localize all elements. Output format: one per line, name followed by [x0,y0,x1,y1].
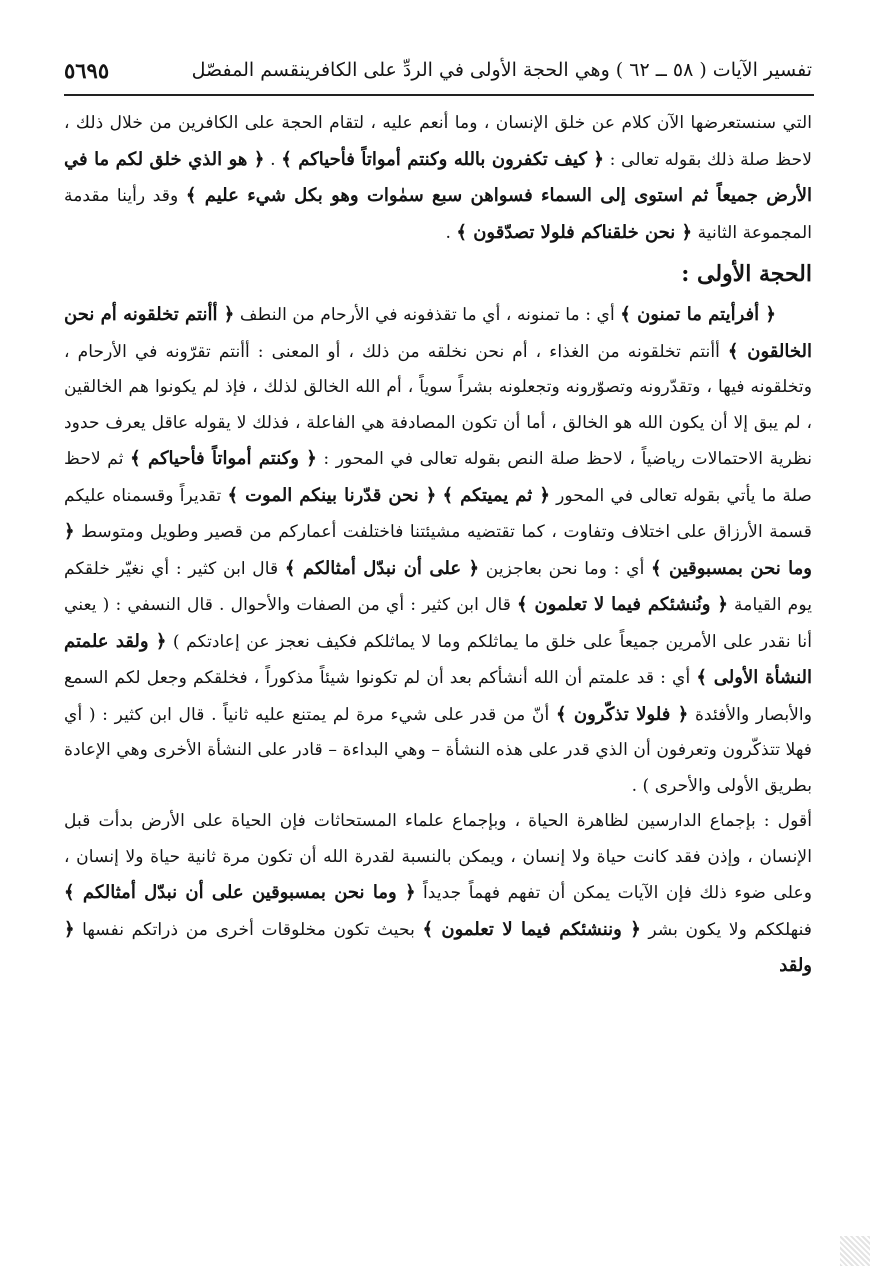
quran-verse: ﴿ فلولا تذكّرون ﴾ [555,703,689,725]
commentary-text: ثم لاحظ صلة ما يأتي بقوله تعالى في المحور [64,449,812,506]
commentary-text: التي سنستعرضها الآن كلام عن خلق الإنسان ، وما أنعم عليه ، لتقام الحجة على الكافرين من خلال ذلك ، لاحظ صلة ذلك بقوله تعالى : [64,113,812,170]
running-title: تفسير الآيات ( ٥٨ ــ ٦٢ ) وهي الحجة الأولى في الردِّ على الكافرينقسم المفصّل [191,59,812,81]
commentary-text: . [445,222,457,243]
commentary-text: قال ابن كثير : أي من الصفات والأحوال . قال النسفي : ( يعني أنا نقدر على الأمرين جميعاً على خلق ما يماثلكم وما لا يماثلكم فكيف نعجز عن إعادتكم ) [64,595,812,652]
paragraph-first-argument [64,297,812,804]
quran-verse: ﴿ ولقد [64,918,812,976]
page-body [64,106,812,1256]
quran-verse: ﴿ نحن قدّرنا بينكم الموت ﴾ [227,484,437,506]
quran-verse: ﴿ نحن خلقناكم فلولا تصدّقون ﴾ [456,221,693,243]
page-number: ٥٦٩٥ [64,57,110,83]
quran-verse: ﴿ على أن نبدّل أمثالكم ﴾ [284,557,480,579]
commentary-text: أي : قد علمتم أن الله أنشأكم بعد أن لم تكونوا شيئاً مذكوراً ، فخلقكم وجعل لكم السمع والأبصار والأفئدة [64,668,812,725]
section-heading: الحجة الأولى : [681,261,812,287]
commentary-text: . [264,149,282,170]
page-header [64,50,812,90]
commentary-text: قال ابن كثير : أي نغيّر خلقكم يوم القيامة [64,558,812,615]
paragraph-commentary [64,804,812,985]
quran-verse: ﴿ أأنتم تخلقونه أم نحن الخالقون ﴾ [64,304,812,362]
commentary-text: أي : وما نحن بعاجزين [479,558,651,579]
commentary-text: أي : ما تمنونه ، أي ما تقذفونه في الأرحام من النطف [234,305,621,325]
commentary-text: وقد رأينا مقدمة المجموعة الثانية [64,186,812,243]
commentary-text: أقول : بإجماع الدارسين لظاهرة الحياة ، وبإجماع علماء المستحاثات فإن الحياة على الأرض بدأت قبل الإنسان ، وإذن فقد كانت حياة ولا إنسان ، ويمكن بالنسبة لقدرة الله أن تكون مرة ثانية حياة ولا إنسان ، وعلى ضوء ذلك فإن الآيات يمكن أن تفهم فهماً جديداً [64,811,812,903]
commentary-text: بحيث تكون مخلوقات أخرى من ذراتكم نفسها [74,919,423,940]
quran-verse: ﴿ كيف تكفرون بالله وكنتم أمواتاً فأحياكم ﴾ [281,148,604,170]
quran-verse: ﴿ وننشئكم فيما لا تعلمون ﴾ [422,918,641,940]
quran-verse: ﴿ وما نحن بمسبوقين على أن نبدّل أمثالكم ﴾ [64,882,416,903]
scan-corner-mark [840,1236,870,1266]
quran-verse: ﴿ وكنتم أمواتاً فأحياكم ﴾ [130,448,317,469]
commentary-text: تقديراً وقسمناه عليكم قسمة الأرزاق على اختلاف وتفاوت ، كما تقتضيه مشيئتنا فاختلفت أعماركم من قصير وطويل ومتوسط [64,485,812,542]
intro-paragraph [64,106,812,251]
commentary-text: فنهلككم ولا يكون بشر [640,919,812,940]
quran-verse: ﴿ هو الذي خلق لكم ما في الأرض جميعاً ثم استوى إلى السماء فسواهن سبع سمٰوات وهو بكل شيء عليم ﴾ [64,148,812,206]
commentary-text: أنّ من قدر على شيء مرة لم يمتنع عليه ثانياً . قال ابن كثير : ( أي فهلا تتذكّرون وتعرفون أن الذي قدر على هذه النشأة – وهي البداءة – قادر على النشأة الأخرى وهي الإعادة بطريق الأولى والأحرى ) . [64,704,812,796]
quran-verse: ﴿ وما نحن بمسبوقين ﴾ [64,521,812,579]
header-rule [64,94,814,96]
quran-verse: ﴿ ولقد علمتم النشأة الأولى ﴾ [64,630,812,688]
quran-verse: ﴿ ونُنشئكم فيما لا تعلمون ﴾ [517,594,728,615]
quran-verse: ﴿ أفرأيتم ما تمنون ﴾ [620,304,776,325]
commentary-text: أأنتم تخلقونه من الغذاء ، أم نحن نخلقه من ذلك ، أو المعنى : أأنتم تقرّونه في الأرحام ، وتخلقونه فيها ، وتقدّرونه وتصوّرونه وتجعلونه بشراً سوياً ، أم الله الخالق لذلك ، فإذ لم يكونوا هم الخالقين ، لم يبق إلا أن يكون الله هو الخالق ، أما أن تكون المصادفة هي الفاعلة ، فذلك لا يقوله عاقل يعرف حدود نظرية الاحتمالات رياضياً ، لاحظ صلة النص بقوله تعالى في المحور : [64,341,812,469]
quran-verse: ﴿ ثم يميتكم ﴾ [442,484,550,506]
